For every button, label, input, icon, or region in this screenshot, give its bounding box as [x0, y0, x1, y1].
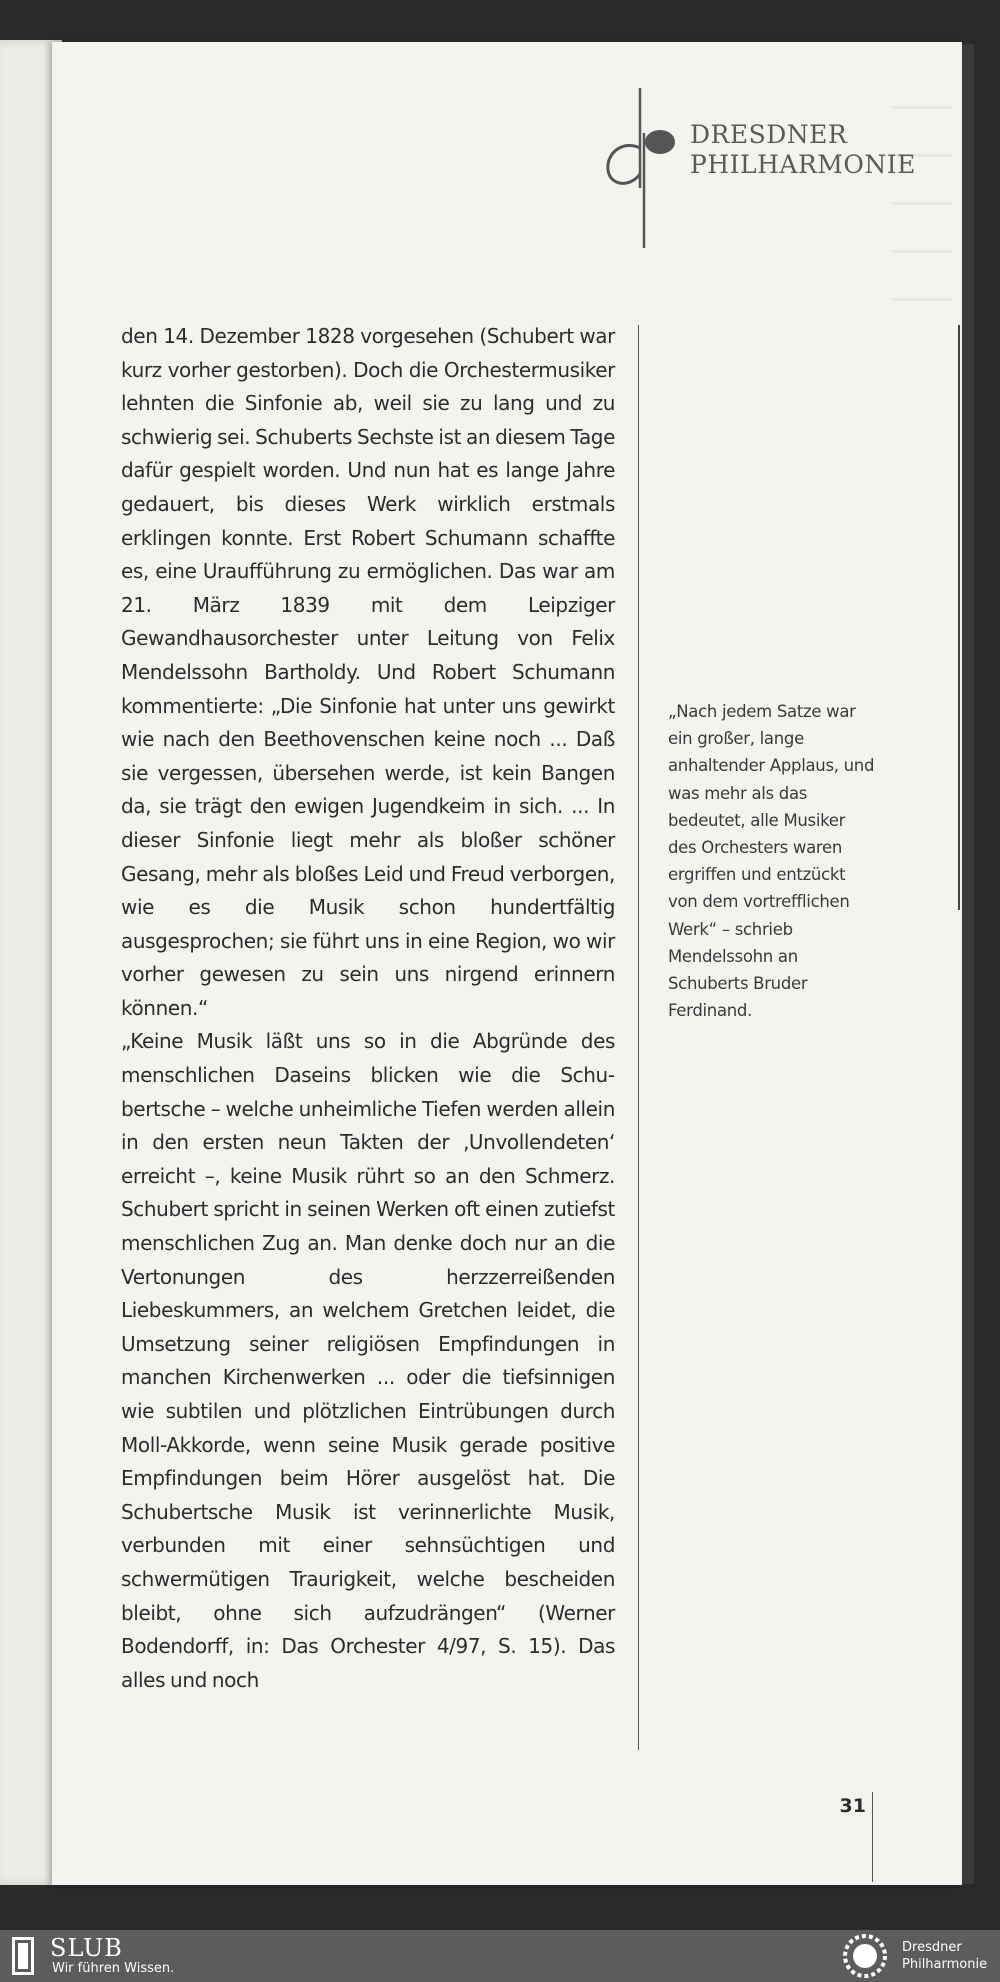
slub-logo-icon [12, 1937, 34, 1975]
page-shadow-edge [962, 44, 974, 1884]
logo-line-2: PHILHARMONIE [690, 150, 916, 179]
margin-rule [958, 325, 960, 910]
logo-wordmark [690, 120, 916, 180]
philharmonie-line-2: Philharmonie [902, 1957, 988, 1972]
column-divider [638, 325, 639, 1750]
page-number-rule [872, 1792, 873, 1882]
paragraph-1: den 14. Dezember 1828 vorgesehen (Schubert war kurz vorher gestorben). Doch die Orchestermusiker lehnten die Sinfonie ab, weil sie zu lang und zu schwierig sei. Schuberts Sechste ist an diesem Tage dafür gespielt worden. Und nun hat es lange Jahre gedauert, bis dieses Werk wirklich erstmals erklingen konnte. Erst Robert Schumann schaffte es, eine Uraufführung zu ermöglichen. Das war am 21. März 1839 mit dem Leipziger Gewandhausorchester unter Leitung von Felix Mendelssohn Bartholdy. Und Robert Schumann kommentierte: „Die Sinfonie hat unter uns gewirkt wie nach den Beethovenschen keine noch ... Daß sie vergessen, übersehen werde, ist kein Bangen da, sie trägt den ewigen Jugendkeim in sich. ... In dieser Sinfonie liegt mehr als bloßer schöner Gesang, mehr als bloßes Leid und Freud verborgen, wie es die Musik schon hundertfältig ausgesprochen; sie führt uns in eine Region, wo wir vorher gewesen zu sein uns nirgend erinnern können.“ [121, 324, 615, 1020]
philharmonie-wordmark [902, 1939, 987, 1973]
footer-bar [0, 1930, 1000, 1982]
dp-logo-icon [600, 88, 690, 248]
logo-line-1: DRESDNER [690, 120, 848, 149]
slub-tagline: Wir führen Wissen. [52, 1961, 175, 1976]
slub-name: SLUB [50, 1934, 123, 1962]
page-number: 31 [839, 1795, 866, 1817]
main-text-column [121, 320, 615, 1697]
dresdner-philharmonie-logo [600, 88, 916, 248]
philharmonie-emblem-icon [840, 1933, 890, 1979]
sidebar-quote: „Nach jedem Satze war ein großer, lange anhaltender Applaus, und was mehr als das bedeutet, alle Musiker des Orchesters waren ergriffen und entzückt von dem vortrefflichen Werk“ – schrieb Mendelssohn an Schuberts Bruder Ferdinand. [668, 702, 875, 1021]
philharmonie-line-1: Dresdner [902, 1940, 962, 1955]
paragraph-2: „Keine Musik läßt uns so in die Abgründe des menschlichen Daseins blicken wie die Schubertsche – welche unheimliche Tiefen werden allein in den ersten neun Takten der ‚Unvollendeten‘ erreicht –, keine Musik rührt so an den Schmerz. Schubert spricht in seinen Werken oft einen zutiefst menschlichen Zug an. Man denke doch nur an die Vertonungen des herzzerreißenden Liebeskummers, an welchem Gretchen leidet, die Umsetzung seiner religiösen Empfindungen in manchen Kirchenwerken ... oder die tiefsinnigen wie subtilen und plötzlichen Eintrübungen durch Moll-Akkorde, wenn seine Musik gerade positive Empfindungen beim Hörer ausgelöst hat. Die Schubertsche Musik ist verinnerlichte Musik, verbunden mit einer sehnsüchtigen und schwermütigen Traurigkeit, welche bescheiden bleibt, ohne sich aufzudrängen“ (Werner Bodendorff, in: Das Orchester 4/97, S. 15). Das alles und noch [121, 1029, 615, 1692]
